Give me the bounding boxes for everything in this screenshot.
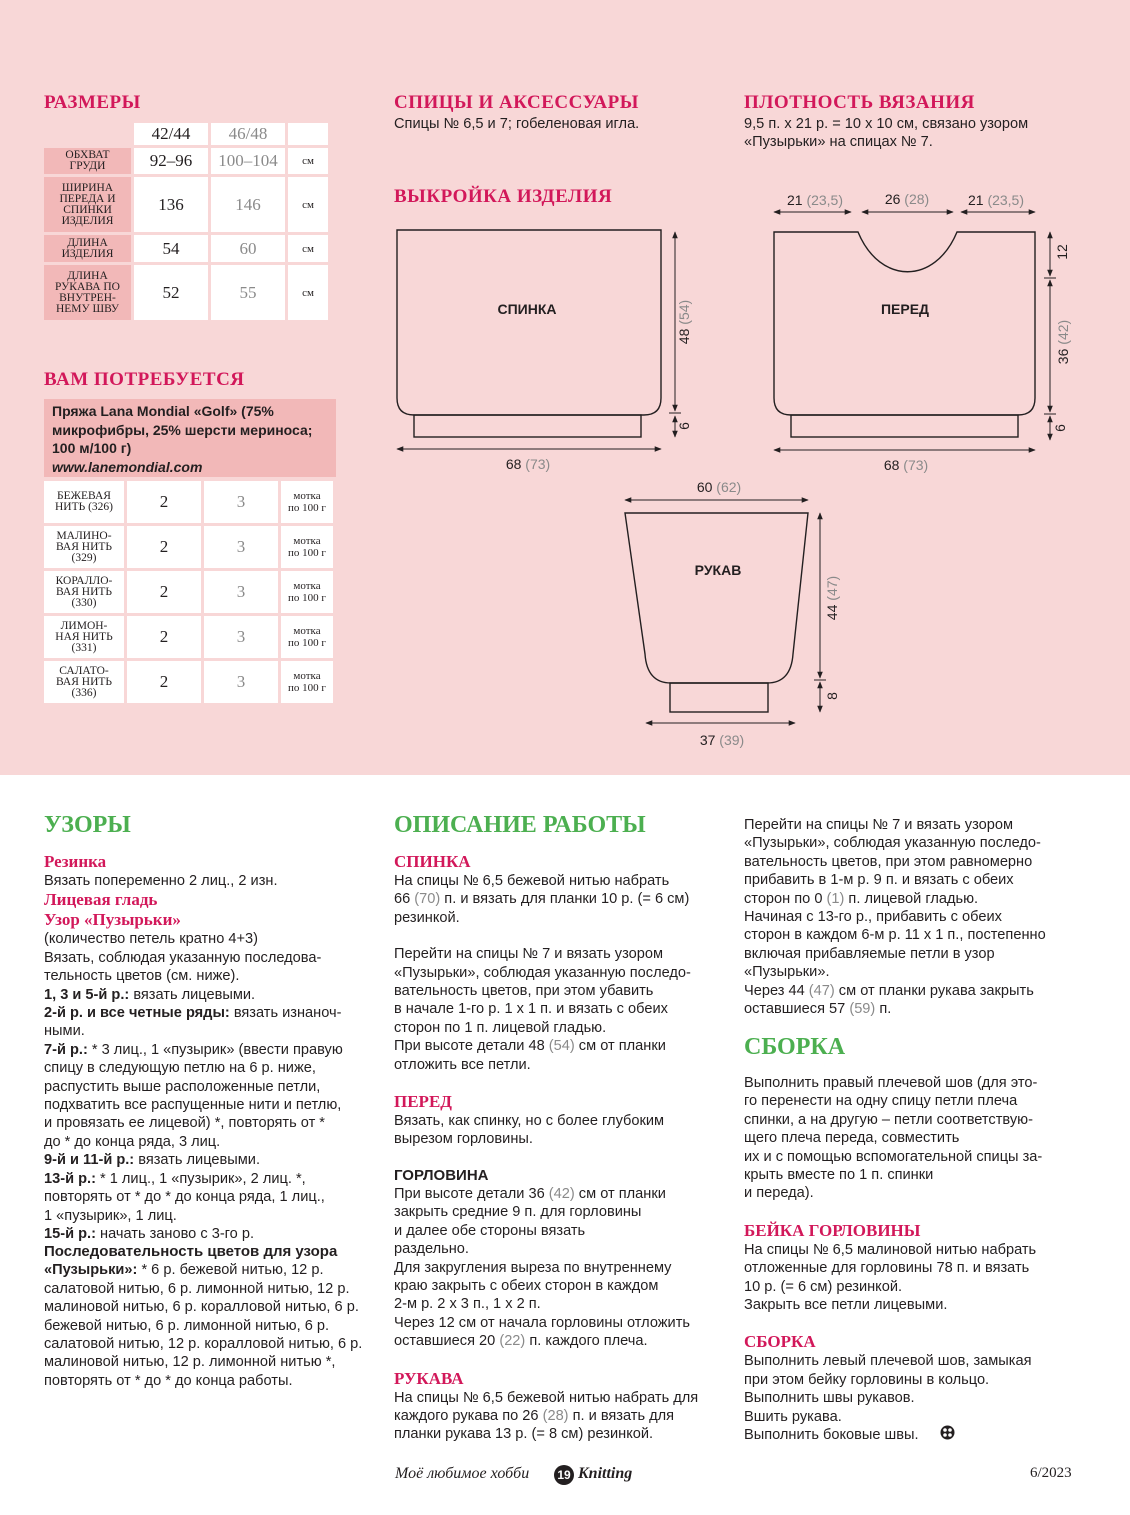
row-7: 7-й р.: * 3 лиц., 1 «пузырик» (ввести правую: [44, 1041, 343, 1058]
size-unit: см: [288, 148, 328, 174]
text-line: Вшить рукава.: [744, 1408, 842, 1425]
text-line: спицу в следующую петлю на 6 р. ниже,: [44, 1060, 316, 1077]
front-neck-depth-dim: 12: [1054, 244, 1070, 260]
text-line: малиновой нитью, 6 р. коралловой нитью, 6 р.: [44, 1299, 359, 1316]
text-line: сторон по 1 п. лицевой гладью.: [394, 1019, 607, 1036]
text-line: повторять от * до * до конца работы.: [44, 1372, 293, 1389]
front-shoulder-dim-left: 21 (23,5): [786, 192, 844, 208]
front-outline: [774, 232, 1035, 415]
patterns-heading: УЗОРЫ: [44, 812, 131, 838]
text-line: вательность цветов, при этом равномерно: [744, 853, 1033, 870]
text-line: Перейти на спицы № 7 и вязать узором: [394, 946, 663, 963]
bubbles-intro: [44, 930, 379, 985]
text-line: бежевой нитью, 6 р. лимонной нитью, 6 р.: [44, 1317, 330, 1334]
yarn-line: 100 м/100 г): [52, 440, 132, 456]
neck-text: [394, 1185, 734, 1351]
size-value-1: 54: [134, 235, 208, 262]
text-line: Выполнить швы рукавов.: [744, 1390, 915, 1407]
text-line: 2-м р. 2 х 3 п., 1 х 2 п.: [394, 1296, 541, 1313]
yarn-qty-2: 3: [204, 571, 278, 613]
footer-magazine: Моё любимое хобби: [395, 1465, 530, 1482]
text-line: прибавить в 1-м р. 9 п. и вязать с обеих: [744, 872, 1014, 889]
yarn-line: микрофибры, 25% шерсти мериноса;: [52, 421, 313, 438]
size-unit: см: [288, 235, 328, 262]
yarn-line: Пряжа Lana Mondial «Golf» (75%: [52, 403, 274, 419]
text-line: Закрыть все петли лицевыми.: [744, 1297, 948, 1314]
text-line: го перенести на одну спицу петли плеча: [744, 1093, 1018, 1110]
text-line: резинкой.: [394, 909, 460, 926]
back-p1: [394, 872, 734, 927]
end-mark-icon: [940, 1425, 955, 1440]
yarn-qty-2: 3: [204, 661, 278, 703]
text-line: Выполнить правый плечевой шов (для это-: [744, 1075, 1038, 1091]
sleeves-title: РУКАВА: [394, 1368, 464, 1388]
yarn-unit: мотка по 100 г: [281, 481, 333, 523]
text-line: На спицы № 6,5 бежевой нитью набрать для: [394, 1389, 699, 1406]
size-value-2: 55: [211, 265, 285, 320]
sleeve-cuff-dim: 8: [824, 692, 840, 700]
text-line: Выполнить боковые швы.: [744, 1427, 919, 1444]
size-row-label: ОБХВАТ ГРУДИ: [44, 148, 131, 174]
final-text: [744, 1352, 1089, 1444]
assembly-text: [744, 1074, 1089, 1203]
text-line: 1 «пузырик», 1 лиц.: [44, 1207, 177, 1224]
text-line: щего плеча переда, совместить: [744, 1130, 960, 1147]
size-value-2: 100–104: [211, 148, 285, 174]
back-p2: [394, 945, 734, 1074]
front-width-dim: 68 (73): [883, 457, 929, 473]
text-line: планки рукава 13 р. (= 8 см) резинкой.: [394, 1426, 654, 1443]
assembly-column: [744, 1074, 1089, 1445]
text-line: при этом бейку горловины в кольцо.: [744, 1371, 990, 1388]
text-line: оставшиеся 20 (22) п. каждого плеча.: [394, 1333, 648, 1350]
text-line: раздельно.: [394, 1241, 469, 1258]
seq-title: Последовательность цветов для узора: [44, 1243, 338, 1261]
yarn-qty-1: 2: [127, 571, 201, 613]
final-title: СБОРКА: [744, 1332, 816, 1352]
rib-text: Вязать попеременно 2 лиц., 2 изн.: [44, 873, 278, 889]
materials-heading: ВАМ ПОТРЕБУЕТСЯ: [44, 369, 245, 390]
text-line: (количество петель кратно 4+3): [44, 931, 259, 948]
needles-heading: СПИЦЫ И АКСЕССУАРЫ: [394, 92, 639, 113]
back-rib: [414, 415, 641, 437]
row-2-even: 2-й р. и все четные ряды: вязать изнаноч-: [44, 1005, 342, 1022]
yarn-qty-1: 2: [127, 616, 201, 658]
size-row-label: ШИРИНА ПЕРЕДА И СПИНКИ ИЗДЕЛИЯ: [44, 177, 131, 232]
text-line: отложить все петли.: [394, 1056, 531, 1073]
yarn-qty-1: 2: [127, 661, 201, 703]
yarn-unit: мотка по 100 г: [281, 616, 333, 658]
size-row-label: ДЛИНА ИЗДЕЛИЯ: [44, 235, 131, 262]
yarn-qty-1: 2: [127, 481, 201, 523]
back-title: СПИНКА: [394, 852, 471, 871]
text-line: и переда).: [744, 1185, 814, 1202]
front-rib-dim: 6: [1052, 424, 1068, 432]
work-heading: ОПИСАНИЕ РАБОТЫ: [394, 812, 646, 838]
yarn-qty-1: 2: [127, 526, 201, 568]
text-line: оставшиеся 57 (59) п.: [744, 1001, 892, 1018]
schematic-heading: ВЫКРОЙКА ИЗДЕЛИЯ: [394, 186, 613, 207]
stockinette-title: Лицевая гладь: [44, 890, 158, 910]
gauge-heading: ПЛОТНОСТЬ ВЯЗАНИЯ: [744, 92, 975, 113]
sleeve-continued-column: [744, 816, 1089, 1018]
front-text: [394, 1112, 734, 1149]
text-line: подхватить все распущенные нити и петлю,: [44, 1097, 342, 1114]
text-line: малиновой нитью, 12 р. лимонной нитью *,: [44, 1354, 336, 1371]
text-line: На спицы № 6,5 бежевой нитью набрать: [394, 873, 670, 889]
text-line: их и с помощью вспомогательной спицы за-: [744, 1148, 1043, 1165]
text-line: закрыть средние 9 п. для горловины: [394, 1204, 642, 1221]
text-line: «Пузырьки».: [744, 964, 830, 981]
back-rib-dim: 6: [676, 422, 692, 430]
text-line: спинки, а на другую – петли соответствую-: [744, 1111, 1033, 1128]
text-line: салатовой нитью, 12 р. коралловой нитью, 6 р.: [44, 1335, 363, 1352]
text-line: включая прибавляемые петли в узор: [744, 945, 995, 962]
text-line: Перейти на спицы № 7 и вязать узором: [744, 817, 1013, 833]
sleeve-top-dim: 60 (62): [696, 479, 742, 495]
yarn-unit: мотка по 100 г: [281, 571, 333, 613]
text-line: сторон в каждом 6-м р. 11 х 1 п., постепенно: [744, 927, 1046, 944]
page-number: 19: [554, 1465, 574, 1485]
yarn-url: www.lanemondial.com: [52, 458, 203, 475]
text-line: 10 р. (= 6 см) резинкой.: [744, 1278, 903, 1295]
patterns-column: Резинка Вязать попеременно 2 лиц., 2 изн. Лицевая гладь Узор «Пузырьки» (количество петель кратно 4+3) Вязать, соблюдая указанную последова- тельность цветов (см. ниже). 1, 3 и 5-й р.: вязать лицевыми. 2-й р. и все четные ряды: вязать изнаноч- ными. 7-й р.: * 3 лиц., 1 «пузырик» (ввести правую спицу в следующую петлю на 6 р. ниже, распустить выше расположенные петли, подхватить все распущенные нити и петлю, и провязать ее лицевой) *, повторять от * до * до конца ряда, 3 лиц. 9-й и 11-й р.: вязать лицевыми. 13-й р.: * 1 лиц., 1 «пузырик», 2 лиц. *, повторять от * до * до конца ряда, 1 лиц., 1 «пузырик», 1 лиц. 15-й р.: начать заново с 3-го р. Последовательность цветов для узора «Пузырьки»: * 6 р. бежевой нитью, 12 р. салатовой нитью, 6 р. лимонной нитью, 12 р. малиновой нитью, 6 р. коралловой нитью, 6 р. бежевой нитью, 6 р. лимонной нитью, 6 р. салатовой нитью, 12 р. коралловой нитью, 6 р. малиновой нитью, 12 р. лимонной нитью *, повторять от * до * до конца работы.: [44, 852, 379, 1390]
front-neck-dim: 26 (28): [884, 191, 930, 207]
text-line: и далее обе стороны вязать: [394, 1222, 586, 1239]
text-line: тельность цветов (см. ниже).: [44, 968, 240, 985]
neck-title: ГОРЛОВИНА: [394, 1166, 489, 1184]
size-value-1: 52: [134, 265, 208, 320]
back-height-dim: 48 (54): [676, 299, 692, 345]
size-row-label: ДЛИНА РУКАВА ПО ВНУТРЕН- НЕМУ ШВУ: [44, 265, 131, 320]
assembly-heading: СБОРКА: [744, 1034, 846, 1060]
gauge-text: 9,5 п. x 21 р. = 10 x 10 см, связано узором «Пузырьки» на спицах № 7.: [744, 116, 1029, 151]
yarn-color-label: ЛИМОН- НАЯ НИТЬ (331): [44, 616, 124, 658]
row-9-11: 9-й и 11-й р.: вязать лицевыми.: [44, 1152, 261, 1169]
rib-title: Резинка: [44, 852, 107, 871]
yarn-color-label: МАЛИНО- ВАЯ НИТЬ (329): [44, 526, 124, 568]
band-title: БЕЙКА ГОРЛОВИНЫ: [744, 1220, 921, 1240]
text-line: «Пузырьки», соблюдая указанную последо-: [744, 835, 1041, 852]
text-line: салатовой нитью, 6 р. лимонной нитью, 12 р.: [44, 1280, 350, 1297]
yarn-color-label: САЛАТО- ВАЯ НИТЬ (336): [44, 661, 124, 703]
text-line: распустить выше расположенные петли,: [44, 1078, 321, 1095]
text-line: При высоте детали 36 (42) см от планки: [394, 1185, 666, 1202]
size-value-1: 136: [134, 177, 208, 232]
text-line: вырезом горловины.: [394, 1131, 533, 1148]
text-line: При высоте детали 48 (54) см от планки: [394, 1038, 666, 1055]
text-line: Вязать, как спинку, но с более глубоким: [394, 1113, 665, 1130]
text-line: повторять от * до * до конца ряда, 1 лиц.,: [44, 1189, 325, 1206]
back-outline: [397, 230, 661, 415]
front-rib: [791, 415, 1018, 437]
front-shoulder-dim-right: 21 (23,5): [967, 192, 1025, 208]
size-unit: см: [288, 265, 328, 320]
text-line: крыть вместе по 1 п. спинки: [744, 1167, 934, 1184]
footer-issue: 6/2023: [1030, 1465, 1072, 1481]
text-line: сторон по 0 (1) п. лицевой гладью.: [744, 890, 979, 907]
text-line: Выполнить левый плечевой шов, замыкая: [744, 1353, 1032, 1370]
front-title: ПЕРЕД: [394, 1092, 452, 1112]
text-line: до * до конца ряда, 3 лиц.: [44, 1133, 221, 1150]
needles-text: Спицы № 6,5 и 7; гобеленовая игла.: [394, 116, 640, 132]
front-label: ПЕРЕД: [880, 301, 930, 317]
size-value-2: 146: [211, 177, 285, 232]
seq-first: «Пузырьки»: * 6 р. бежевой нитью, 12 р.: [44, 1262, 324, 1279]
work-column: [394, 852, 734, 1444]
text-line: и провязать ее лицевой) *, повторять от *: [44, 1115, 325, 1132]
size-col-2: 46/48: [211, 123, 285, 145]
sleeve-height-dim: 44 (47): [824, 575, 840, 621]
yarn-color-label: БЕЖЕВАЯ НИТЬ (326): [44, 481, 124, 523]
text-line: На спицы № 6,5 малиновой нитью набрать: [744, 1241, 1037, 1258]
sleeve-continued-text: [744, 816, 1089, 1018]
row-13: 13-й р.: * 1 лиц., 1 «пузырик», 2 лиц. *,: [44, 1170, 306, 1187]
text-line: в начале 1-го р. 1 х 1 п. и вязать с обеих: [394, 1001, 668, 1018]
yarn-qty-2: 3: [204, 526, 278, 568]
sizes-heading: РАЗМЕРЫ: [44, 92, 141, 113]
text-line: Для закругления выреза по внутреннему: [394, 1259, 672, 1276]
text-line: Вязать, соблюдая указанную последова-: [44, 949, 322, 966]
yarn-qty-2: 3: [204, 481, 278, 523]
yarn-unit: мотка по 100 г: [281, 661, 333, 703]
front-height-dim: 36 (42): [1055, 319, 1071, 365]
yarn-qty-2: 3: [204, 616, 278, 658]
text-line: Через 44 (47) см от планки рукава закрыть: [744, 982, 1034, 999]
text-line: вательность цветов, при этом убавить: [394, 983, 654, 1000]
yarn-color-label: КОРАЛЛО- ВАЯ НИТЬ (330): [44, 571, 124, 613]
text-line: Через 12 см от начала горловины отложить: [394, 1314, 690, 1331]
text-line: 66 (70) п. и вязать для планки 10 р. (= 6 см): [394, 891, 690, 908]
size-value-1: 92–96: [134, 148, 208, 174]
size-value-2: 60: [211, 235, 285, 262]
size-unit: см: [288, 177, 328, 232]
band-text: [744, 1241, 1089, 1315]
yarn-unit: мотка по 100 г: [281, 526, 333, 568]
text-line: отложенные для горловины 78 п. и вязать: [744, 1260, 1030, 1277]
text-line: Начиная с 13-го р., прибавить с обеих: [744, 909, 1002, 926]
back-label: СПИНКА: [497, 301, 557, 317]
text-line: «Пузырьки», соблюдая указанную последо-: [394, 964, 691, 981]
row-15: 15-й р.: начать заново с 3-го р.: [44, 1225, 255, 1242]
sleeve-cuff: [670, 683, 768, 712]
sleeve-bottom-dim: 37 (39): [699, 732, 745, 748]
bubbles-title: Узор «Пузырьки»: [44, 910, 181, 930]
size-col-1: 42/44: [134, 123, 208, 145]
footer-section: Knitting: [578, 1465, 633, 1482]
text-line: краю закрыть с обеих сторон в каждом: [394, 1277, 659, 1294]
sleeve-label: РУКАВ: [694, 562, 742, 578]
sleeves-text: [394, 1389, 734, 1444]
back-width-dim: 68 (73): [505, 456, 551, 472]
sleeve-outline: [625, 513, 808, 683]
row-1-3-5: 1, 3 и 5-й р.: вязать лицевыми.: [44, 986, 256, 1003]
text-line: каждого рукава по 26 (28) п. и вязать для: [394, 1407, 675, 1424]
